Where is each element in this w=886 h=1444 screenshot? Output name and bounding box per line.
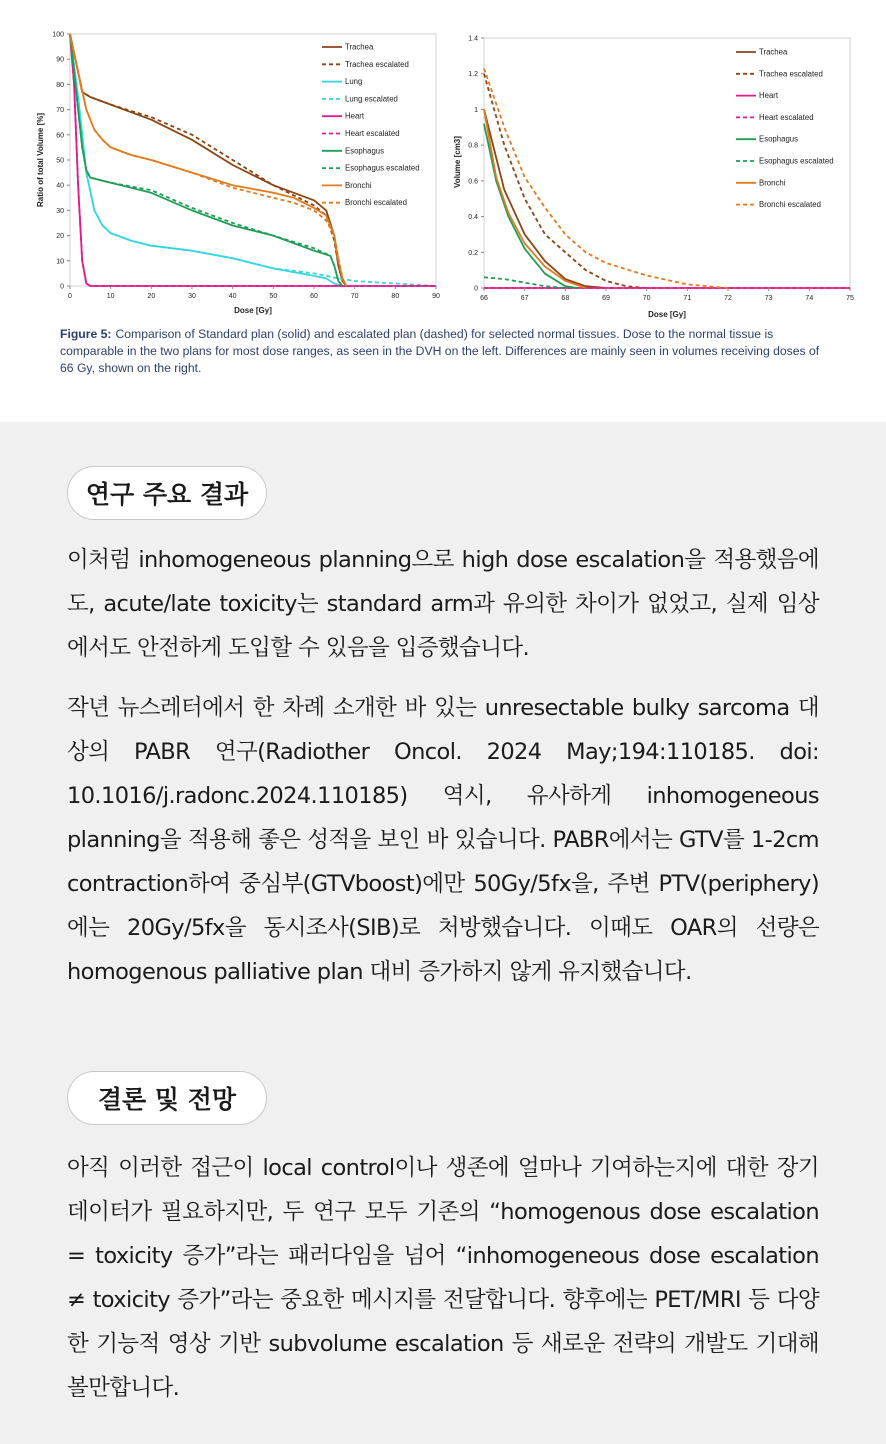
left-chart-legend-label: Lung: [345, 77, 363, 87]
right-chart-ytick-label: 0.2: [468, 249, 478, 257]
results-paragraph-1: 이처럼 inhomogeneous planning으로 high dose escalation을 적용했음에도, acute/late toxicity는 standard arm과 유의한 차이가 없었고, 실제 임상에서도 안전하게 도입할 수 있음을 입증했습니다.: [67, 547, 819, 661]
right-chart-xtick-label: 67: [520, 295, 529, 302]
right-chart-xtick-label: 73: [764, 295, 773, 302]
right-chart-legend-label: Trachea escalated: [759, 69, 823, 79]
left-chart-ytick-label: 90: [56, 56, 64, 64]
left-chart-series-heart: [70, 34, 436, 286]
figure-caption: [60, 326, 830, 377]
left-chart-ylabel: Ratio of total Volume [%]: [36, 112, 45, 208]
right-chart-ytick-label: 1: [474, 106, 478, 114]
right-chart-series-bronchi-escalated: [484, 68, 728, 288]
left-chart-ytick-label: 80: [56, 81, 64, 89]
left-chart-legend-label: Esophagus escalated: [345, 163, 420, 173]
left-chart-legend-label: Lung escalated: [345, 94, 398, 104]
figure-panel: [0, 0, 886, 422]
left-chart-legend-label: Heart: [345, 111, 365, 121]
left-chart-xtick-label: 30: [188, 293, 196, 300]
left-chart-ytick-label: 40: [56, 182, 64, 190]
right-chart-legend: [736, 48, 834, 210]
left-chart-legend-label: Heart escalated: [345, 129, 400, 138]
figure-caption-text: Comparison of Standard plan (solid) and escalated plan (dashed) for selected normal tissues. Dose to the normal tissue is comparable in the two plans for most dose ranges, as seen in the DVH on the left. Differences are mainly seen in volumes receiving doses of 66 Gy, shown on the right.: [60, 327, 820, 375]
right-chart-plot: [484, 68, 850, 288]
left-chart-legend-label: Bronchi escalated: [345, 198, 407, 208]
right-chart-ytick-label: 0.4: [468, 214, 478, 222]
left-chart-xlabel: Dose [Gy]: [234, 306, 272, 315]
right-chart-ytick-label: 1.4: [468, 35, 478, 43]
left-chart-xtick-label: 10: [106, 293, 115, 300]
left-chart-ytick-label: 100: [52, 31, 64, 39]
right-chart-legend-label: Esophagus: [759, 134, 799, 144]
left-chart-ytick-label: 60: [56, 132, 64, 140]
left-chart-legend: [322, 43, 420, 208]
right-chart-ytick-label: 0.8: [468, 142, 478, 150]
left-chart-ytick-label: 70: [56, 107, 64, 115]
figure-charts: [0, 0, 886, 322]
right-chart-ytick-label: 0.6: [468, 178, 478, 186]
right-chart-ytick-label: 1.2: [468, 71, 478, 79]
left-chart-xtick-label: 90: [432, 293, 440, 300]
left-chart-xtick-label: 0: [68, 293, 72, 300]
left-chart-legend-label: Esophagus: [345, 146, 385, 156]
right-chart-legend-label: Heart: [759, 91, 779, 101]
left-chart-ytick-label: 10: [56, 258, 64, 266]
right-chart-xtick-label: 70: [642, 295, 651, 302]
left-chart-frame: [70, 34, 436, 286]
left-chart-series-lung: [70, 34, 343, 286]
results-paragraph-2: 작년 뉴스레터에서 한 차례 소개한 바 있는 unresectable bulky sarcoma 대상의 PABR 연구(Radiother Oncol. 2024 May;194:110185. doi: 10.1016/j.radonc.2024.110185) 역시, 유사하게 inhomogeneous planning을 적용해 좋은 성적을 보인 바 있습니다. PABR에서는 GTV를 1-2cm contraction하여 중심부(GTVboost)에만 50Gy/5fx을, 주변 PTV(periphery)에는 20Gy/5fx을 동시조사(SIB)로 처방했습니다. 이때도 OAR의 선량은 homogenous palliative plan 대비 증가하지 않게 유지했습니다.: [67, 695, 819, 985]
left-chart-series-heart-escalated: [70, 34, 436, 286]
left-chart-ytick-label: 50: [56, 157, 64, 165]
left-chart-ytick-label: 0: [60, 283, 64, 291]
right-chart-legend-label: Bronchi escalated: [759, 200, 821, 210]
left-chart-series-lung-escalated: [70, 34, 436, 286]
left-chart-legend-label: Trachea escalated: [345, 59, 409, 69]
left-chart-plot: [70, 34, 436, 286]
left-chart-xtick-label: 20: [147, 293, 156, 300]
right-chart-ytick-label: 0: [474, 285, 478, 293]
right-chart-xtick-label: 72: [724, 295, 732, 302]
left-chart-ytick-label: 20: [56, 233, 64, 241]
right-chart-ylabel: Volume [cm3]: [453, 136, 462, 188]
right-chart-xtick-label: 74: [805, 295, 814, 302]
figure-caption-label: Figure 5:: [60, 327, 112, 341]
right-chart-legend-label: Trachea: [759, 47, 788, 57]
right-chart-xtick-label: 68: [561, 295, 570, 302]
right-chart-xtick-label: 75: [846, 295, 854, 302]
right-chart-series-trachea-escalated: [484, 74, 647, 288]
left-chart-series-esophagus: [70, 34, 343, 286]
right-chart-legend-label: Esophagus escalated: [759, 156, 834, 166]
right-chart-xtick-label: 66: [480, 295, 488, 302]
left-chart-series-esophagus-escalated: [70, 34, 343, 286]
right-chart-xtick-label: 71: [683, 295, 692, 302]
left-chart-xtick-label: 60: [310, 293, 318, 300]
conclusion-paragraph: 아직 이러한 접근이 local control이나 생존에 얼마나 기여하는지에 대한 장기 데이터가 필요하지만, 두 연구 모두 기존의 “homogenous dose escalation = toxicity 증가”라는 패러다임을 넘어 “inhomogeneous dose escalation ≠ toxicity 증가”라는 중요한 메시지를 전달합니다. 향후에는 PET/MRI 등 다양한 기능적 영상 기반 subvolume escalation 등 새로운 전략의 개발도 기대해 볼만합니다.: [67, 1155, 819, 1401]
section-title-results: 연구 주요 결과: [67, 466, 267, 520]
left-chart-xtick-label: 40: [228, 293, 237, 300]
article-content: [0, 422, 886, 1444]
left-chart-xtick-label: 70: [350, 293, 359, 300]
left-chart-legend-label: Bronchi: [345, 180, 372, 190]
right-chart-legend-label: Bronchi: [759, 178, 786, 188]
section-title-conclusion: 결론 및 전망: [67, 1071, 267, 1125]
left-chart-xtick-label: 80: [391, 293, 400, 300]
right-chart-xtick-label: 69: [602, 295, 610, 302]
left-chart-xtick-label: 50: [269, 293, 278, 300]
left-chart-legend-label: Trachea: [345, 42, 374, 52]
right-chart-xlabel: Dose [Gy]: [648, 310, 686, 319]
right-chart-legend-label: Heart escalated: [759, 112, 814, 122]
right-chart-series-esophagus: [484, 124, 578, 288]
left-chart-ytick-label: 30: [56, 207, 64, 215]
